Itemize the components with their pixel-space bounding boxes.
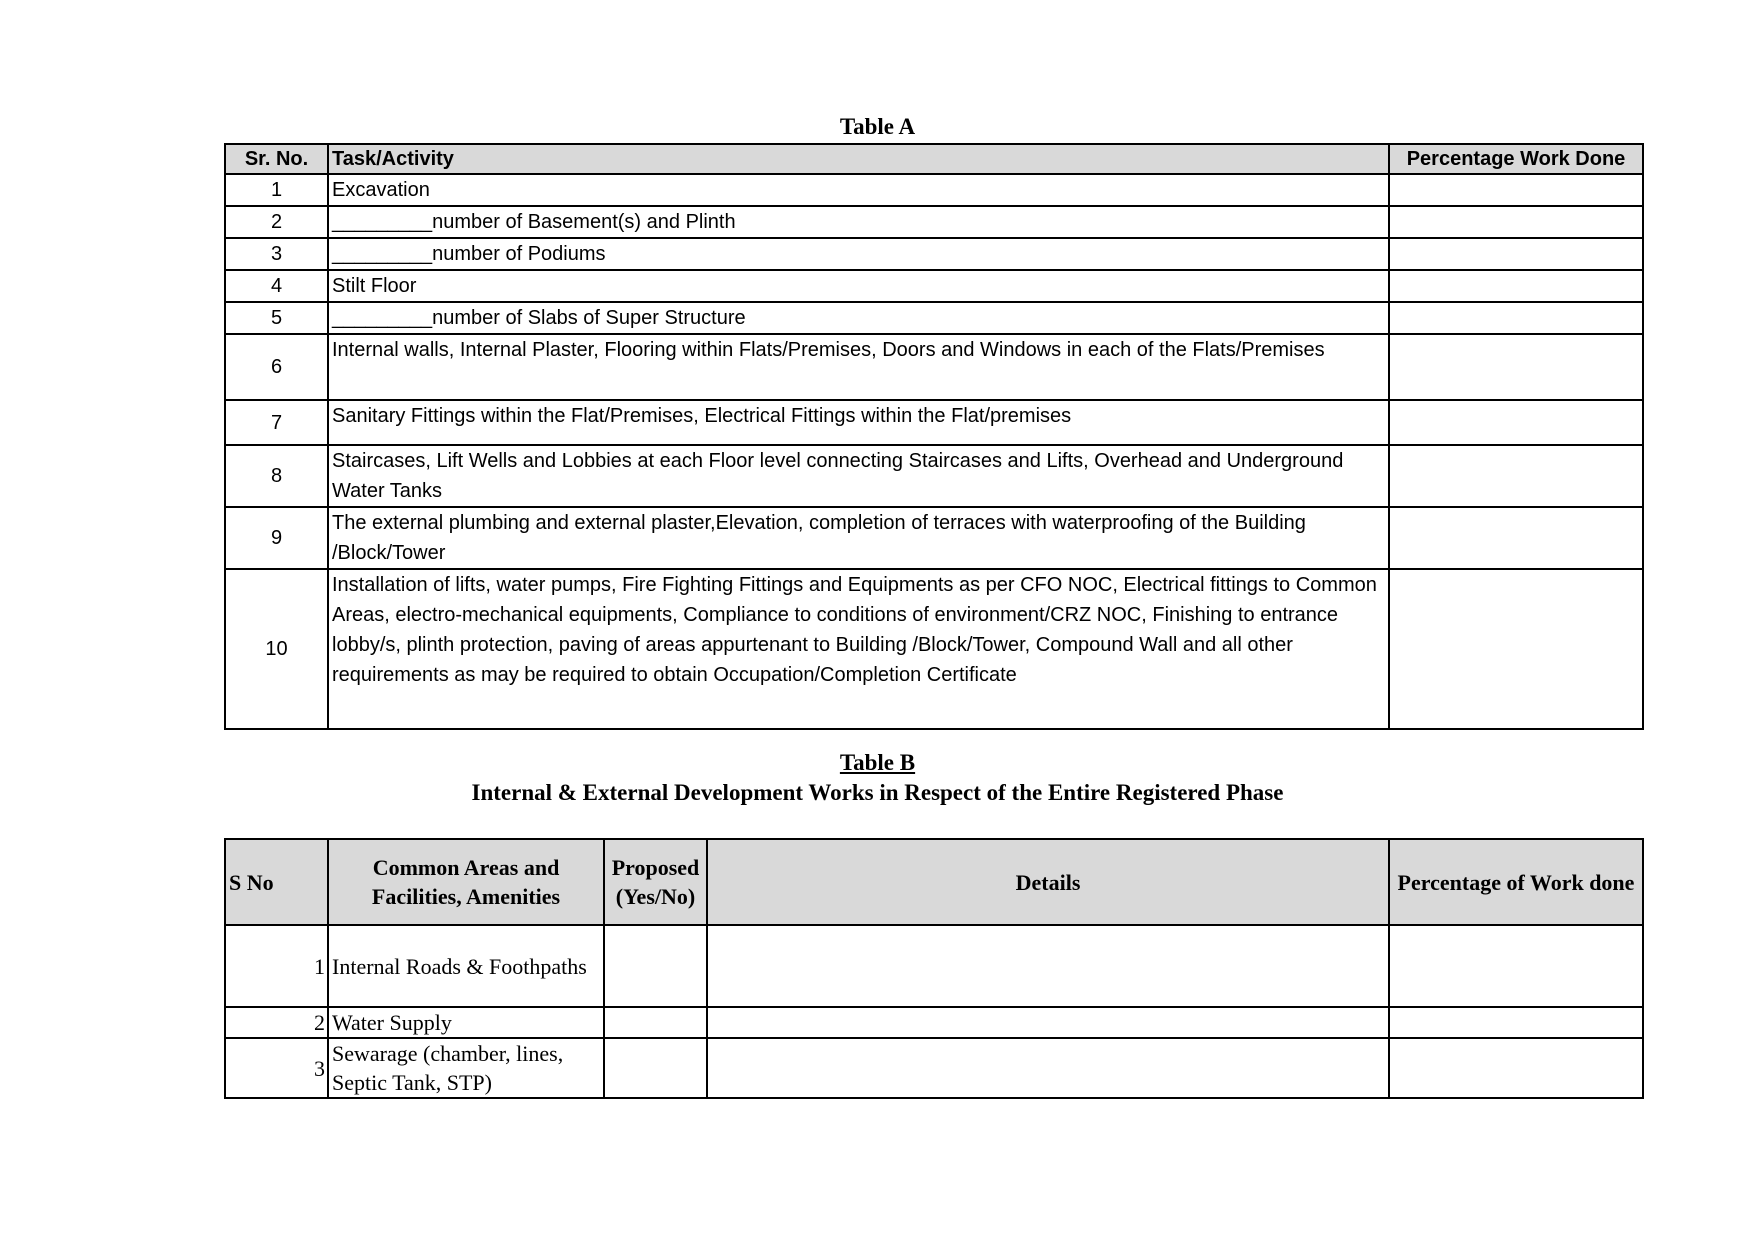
s-no-cell: 3 <box>225 1038 328 1098</box>
percentage-cell[interactable] <box>1389 174 1643 206</box>
table-a-header-row <box>225 144 1643 174</box>
table-a <box>224 143 1644 730</box>
percentage-cell[interactable] <box>1389 206 1643 238</box>
task-cell: Staircases, Lift Wells and Lobbies at each Floor level connecting Staircases and Lifts, Overhead and Underground Water Tanks <box>328 445 1389 507</box>
task-cell: Sanitary Fittings within the Flat/Premises, Electrical Fittings within the Flat/premises <box>328 400 1389 445</box>
table-row <box>225 302 1643 334</box>
task-activity-header: Task/Activity <box>328 144 1389 174</box>
table-row <box>225 206 1643 238</box>
common-area-cell: Sewarage (chamber, lines, Septic Tank, STP) <box>328 1038 604 1098</box>
table-row <box>225 1007 1643 1038</box>
s-no-cell: 2 <box>225 1007 328 1038</box>
sr-no-cell: 7 <box>225 400 328 445</box>
proposed-cell[interactable] <box>604 925 707 1007</box>
task-cell: Internal walls, Internal Plaster, Flooring within Flats/Premises, Doors and Windows in each of the Flats/Premises <box>328 334 1389 400</box>
percentage-cell[interactable] <box>1389 302 1643 334</box>
table-row <box>225 569 1643 729</box>
table-row <box>225 445 1643 507</box>
percentage-of-work-done-header: Percentage of Work done <box>1389 839 1643 925</box>
percentage-cell[interactable] <box>1389 270 1643 302</box>
percentage-cell[interactable] <box>1389 569 1643 729</box>
sr-no-cell: 10 <box>225 569 328 729</box>
percentage-cell[interactable] <box>1389 334 1643 400</box>
table-row <box>225 925 1643 1007</box>
sr-no-header: Sr. No. <box>225 144 328 174</box>
table-row <box>225 238 1643 270</box>
details-cell[interactable] <box>707 925 1389 1007</box>
table-row <box>225 334 1643 400</box>
table-b-header-row <box>225 839 1643 925</box>
sr-no-cell: 1 <box>225 174 328 206</box>
sr-no-cell: 4 <box>225 270 328 302</box>
percentage-cell[interactable] <box>1389 238 1643 270</box>
sr-no-cell: 9 <box>225 507 328 569</box>
s-no-cell: 1 <box>225 925 328 1007</box>
task-cell: _________number of Slabs of Super Structure <box>328 302 1389 334</box>
task-cell: The external plumbing and external plaster,Elevation, completion of terraces with waterproofing of the Building /Block/Tower <box>328 507 1389 569</box>
percentage-cell[interactable] <box>1389 1007 1643 1038</box>
proposed-cell[interactable] <box>604 1007 707 1038</box>
sr-no-cell: 5 <box>225 302 328 334</box>
details-cell[interactable] <box>707 1038 1389 1098</box>
sr-no-cell: 6 <box>225 334 328 400</box>
task-cell: Installation of lifts, water pumps, Fire Fighting Fittings and Equipments as per CFO NOC, Electrical fittings to Common Areas, electro-mechanical equipments, Compliance to conditions of environment/CRZ NOC, Finishing to entrance lobby/s, plinth protection, paving of areas appurtenant to Building /Block/Tower, Compound Wall and all other requirements as may be required to obtain Occupation/Completion Certificate <box>328 569 1389 729</box>
table-b <box>224 838 1644 1099</box>
table-row <box>225 400 1643 445</box>
table-row <box>225 270 1643 302</box>
task-cell: _________number of Basement(s) and Plinth <box>328 206 1389 238</box>
percentage-cell[interactable] <box>1389 400 1643 445</box>
percentage-cell[interactable] <box>1389 507 1643 569</box>
details-cell[interactable] <box>707 1007 1389 1038</box>
task-cell: Excavation <box>328 174 1389 206</box>
table-row <box>225 1038 1643 1098</box>
details-header: Details <box>707 839 1389 925</box>
percentage-work-done-header: Percentage Work Done <box>1389 144 1643 174</box>
proposed-header: Proposed (Yes/No) <box>604 839 707 925</box>
common-area-cell: Internal Roads & Foothpaths <box>328 925 604 1007</box>
table-row <box>225 507 1643 569</box>
sr-no-cell: 2 <box>225 206 328 238</box>
percentage-cell[interactable] <box>1389 1038 1643 1098</box>
s-no-header: S No <box>225 839 328 925</box>
percentage-cell[interactable] <box>1389 925 1643 1007</box>
table-a-caption: Table A <box>839 114 916 139</box>
table-b-caption: Table B <box>839 750 916 775</box>
percentage-cell[interactable] <box>1389 445 1643 507</box>
table-row <box>225 174 1643 206</box>
sr-no-cell: 3 <box>225 238 328 270</box>
sr-no-cell: 8 <box>225 445 328 507</box>
task-cell: Stilt Floor <box>328 270 1389 302</box>
common-area-cell: Water Supply <box>328 1007 604 1038</box>
proposed-cell[interactable] <box>604 1038 707 1098</box>
table-b-subtitle: Internal & External Development Works in Respect of the Entire Registered Phase <box>471 780 1284 805</box>
common-areas-header: Common Areas and Facilities, Amenities <box>328 839 604 925</box>
task-cell: _________number of Podiums <box>328 238 1389 270</box>
